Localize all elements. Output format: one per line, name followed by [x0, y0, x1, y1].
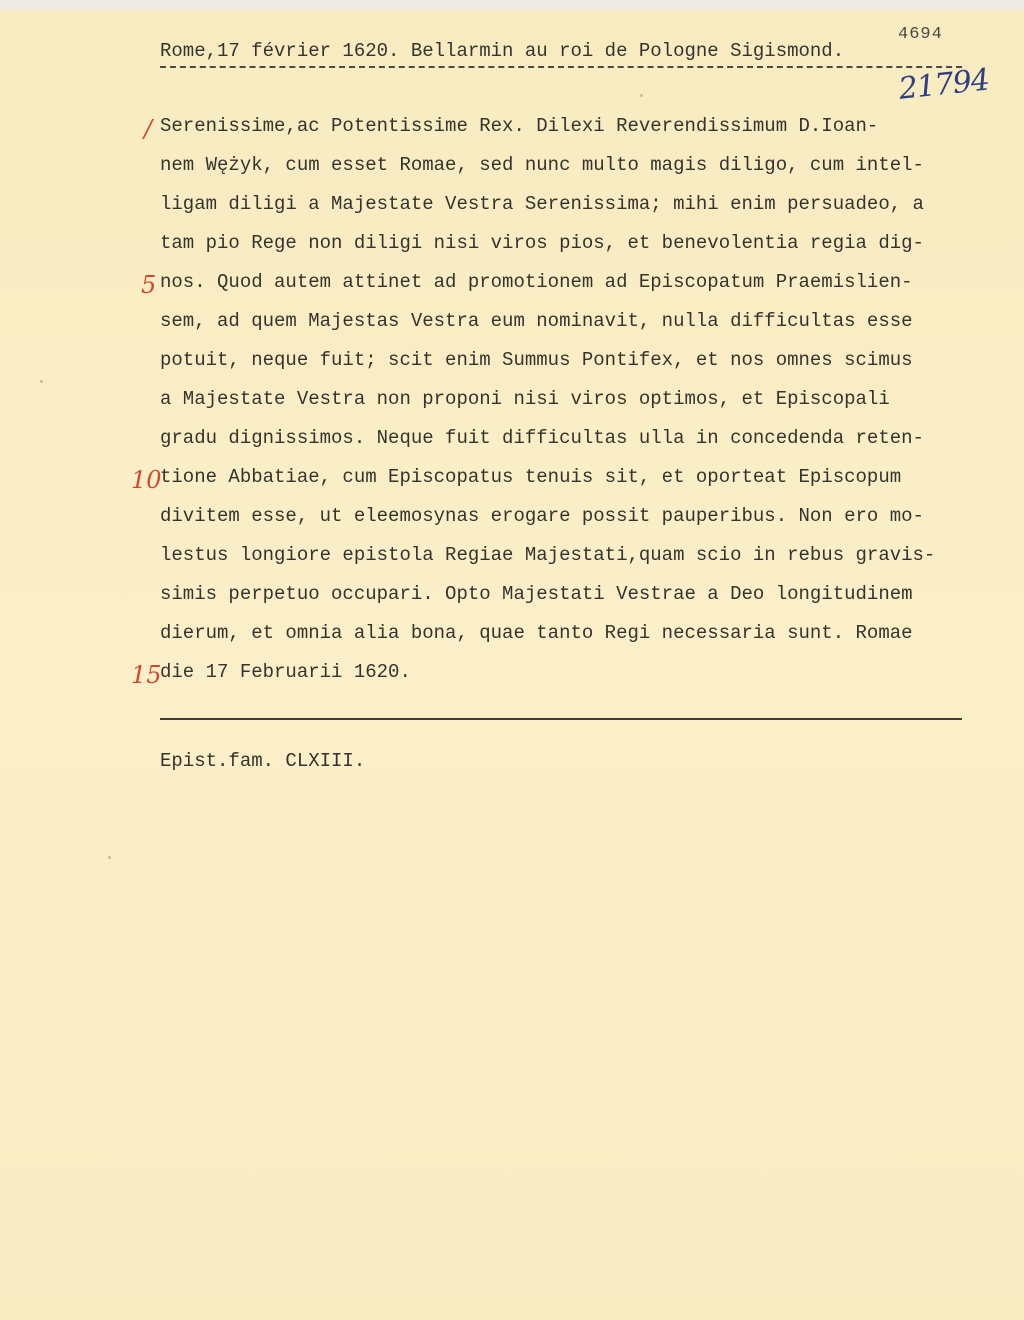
body-line: nem Wężyk, cum esset Romae, sed nunc multo magis diligo, cum intel- — [160, 154, 924, 176]
paper-speck — [40, 380, 43, 383]
body-line: dierum, et omnia alia bona, quae tanto Regi necessaria sunt. Romae — [160, 622, 913, 644]
header-dashed-rule — [160, 66, 962, 68]
paper-speck — [640, 94, 643, 97]
paper-speck — [108, 856, 111, 859]
line-marker-10: 10 — [131, 466, 162, 494]
archive-number: 4694 — [898, 25, 943, 44]
body-line: lestus longiore epistola Regiae Majestati,quam scio in rebus gravis- — [160, 544, 936, 566]
body-line: simis perpetuo occupari. Opto Majestati Vestrae a Deo longitudinem — [160, 583, 913, 605]
footer-rule — [160, 718, 962, 720]
line-marker-15: 15 — [131, 661, 162, 689]
body-line: die 17 Februarii 1620. — [160, 661, 411, 683]
page-edge — [0, 0, 1024, 10]
line-marker-1: / — [144, 115, 153, 143]
body-line: gradu dignissimos. Neque fuit difficultas ulla in concedenda reten- — [160, 427, 924, 449]
handwritten-archive-number: 21794 — [897, 62, 991, 107]
body-line: tam pio Rege non diligi nisi viros pios, et benevolentia regia dig- — [160, 232, 924, 254]
footer-reference: Epist.fam. CLXIII. — [160, 750, 366, 772]
body-line: Serenissime,ac Potentissime Rex. Dilexi Reverendissimum D.Ioan- — [160, 115, 879, 137]
body-line: nos. Quod autem attinet ad promotionem ad Episcopatum Praemislien- — [160, 271, 913, 293]
body-line: ligam diligi a Majestate Vestra Serenissima; mihi enim persuadeo, a — [160, 193, 924, 215]
body-line: divitem esse, ut eleemosynas erogare possit pauperibus. Non ero mo- — [160, 505, 924, 527]
line-marker-5: 5 — [141, 271, 157, 299]
body-line: a Majestate Vestra non proponi nisi viros optimos, et Episcopali — [160, 388, 890, 410]
body-line: potuit, neque fuit; scit enim Summus Pontifex, et nos omnes scimus — [160, 349, 913, 371]
body-line: sem, ad quem Majestas Vestra eum nominavit, nulla difficultas esse — [160, 310, 913, 332]
body-line: tione Abbatiae, cum Episcopatus tenuis sit, et oporteat Episcopum — [160, 466, 902, 488]
letter-header: Rome,17 février 1620. Bellarmin au roi de Pologne Sigismond. — [160, 40, 845, 62]
